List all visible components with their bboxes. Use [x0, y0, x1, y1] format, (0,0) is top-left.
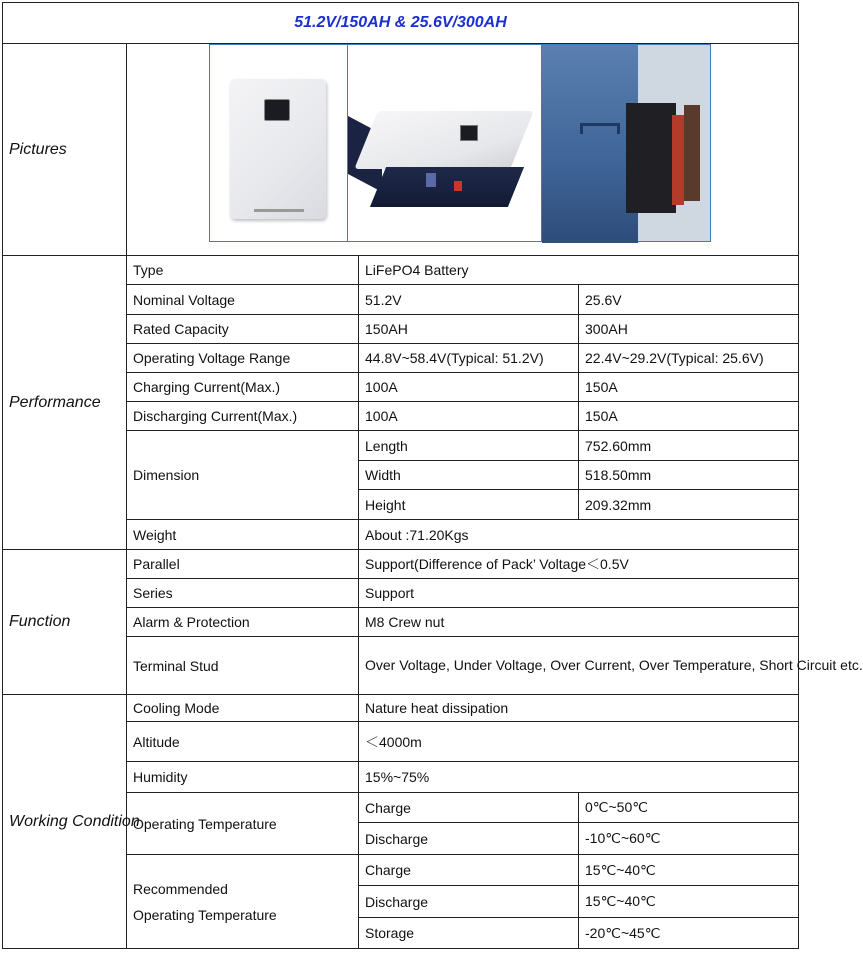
charging-current-b: 150A: [579, 373, 799, 402]
altitude-value: ＜4000m: [359, 722, 799, 762]
op-discharge-value: -10℃~60℃: [579, 823, 799, 855]
recommended-temperature-label: [127, 855, 359, 949]
series-label: Series: [127, 579, 359, 608]
parallel-value: Support(Difference of Pack’ Voltage＜0.5V: [359, 550, 799, 579]
rec-charge-value: 15℃~40℃: [579, 855, 799, 886]
height-value: 209.32mm: [579, 490, 799, 520]
length-value: 752.60mm: [579, 431, 799, 461]
rec-storage-label: Storage: [359, 918, 579, 949]
recommended-temperature-line-1: Recommended: [133, 880, 228, 897]
battery-photo-detail: [541, 44, 711, 242]
alarm-protection-value: M8 Crew nut: [359, 608, 799, 637]
rec-discharge-value: 15℃~40℃: [579, 886, 799, 918]
height-label: Height: [359, 490, 579, 520]
section-working-condition: Working Condition: [3, 695, 127, 949]
section-performance: Performance: [3, 256, 127, 550]
humidity-label: Humidity: [127, 762, 359, 793]
rec-discharge-label: Discharge: [359, 886, 579, 918]
altitude-label: Altitude: [127, 722, 359, 762]
discharging-current-label: Discharging Current(Max.): [127, 402, 359, 431]
rec-storage-value: -20℃~45℃: [579, 918, 799, 949]
battery-photo-wall-mounted: [209, 44, 349, 242]
terminal-stud-value: Over Voltage, Under Voltage, Over Current, Over Temperature, Short Circuit etc.: [359, 637, 799, 695]
type-label: Type: [127, 256, 359, 285]
discharging-current-a: 100A: [359, 402, 579, 431]
length-label: Length: [359, 431, 579, 461]
width-label: Width: [359, 461, 579, 490]
humidity-value: 15%~75%: [359, 762, 799, 793]
op-voltage-b: 22.4V~29.2V(Typical: 25.6V): [579, 344, 799, 373]
table-title: 51.2V/150AH & 25.6V/300AH: [3, 3, 799, 44]
op-charge-value: 0℃~50℃: [579, 793, 799, 823]
nominal-voltage-a: 51.2V: [359, 285, 579, 315]
recommended-temperature-line-2: Operating Temperature: [133, 906, 277, 923]
pictures-cell: [127, 44, 799, 256]
weight-value: About :71.20Kgs: [359, 520, 799, 550]
battery-photo-box: [347, 44, 543, 242]
rated-capacity-b: 300AH: [579, 315, 799, 344]
nominal-voltage-label: Nominal Voltage: [127, 285, 359, 315]
op-voltage-label: Operating Voltage Range: [127, 344, 359, 373]
weight-label: Weight: [127, 520, 359, 550]
spec-table: [2, 2, 863, 949]
charging-current-label: Charging Current(Max.): [127, 373, 359, 402]
cooling-mode-value: Nature heat dissipation: [359, 695, 799, 722]
rated-capacity-a: 150AH: [359, 315, 579, 344]
op-voltage-a: 44.8V~58.4V(Typical: 51.2V): [359, 344, 579, 373]
parallel-label: Parallel: [127, 550, 359, 579]
charging-current-a: 100A: [359, 373, 579, 402]
series-value: Support: [359, 579, 799, 608]
cooling-mode-label: Cooling Mode: [127, 695, 359, 722]
width-value: 518.50mm: [579, 461, 799, 490]
dimension-label: Dimension: [127, 431, 359, 520]
op-discharge-label: Discharge: [359, 823, 579, 855]
nominal-voltage-b: 25.6V: [579, 285, 799, 315]
discharging-current-b: 150A: [579, 402, 799, 431]
alarm-protection-label: Alarm & Protection: [127, 608, 359, 637]
terminal-stud-label: Terminal Stud: [127, 637, 359, 695]
operating-temperature-label: Operating Temperature: [127, 793, 359, 855]
rec-charge-label: Charge: [359, 855, 579, 886]
op-charge-label: Charge: [359, 793, 579, 823]
rated-capacity-label: Rated Capacity: [127, 315, 359, 344]
type-value: LiFePO4 Battery: [359, 256, 799, 285]
section-pictures: Pictures: [3, 44, 127, 256]
section-function: Function: [3, 550, 127, 695]
